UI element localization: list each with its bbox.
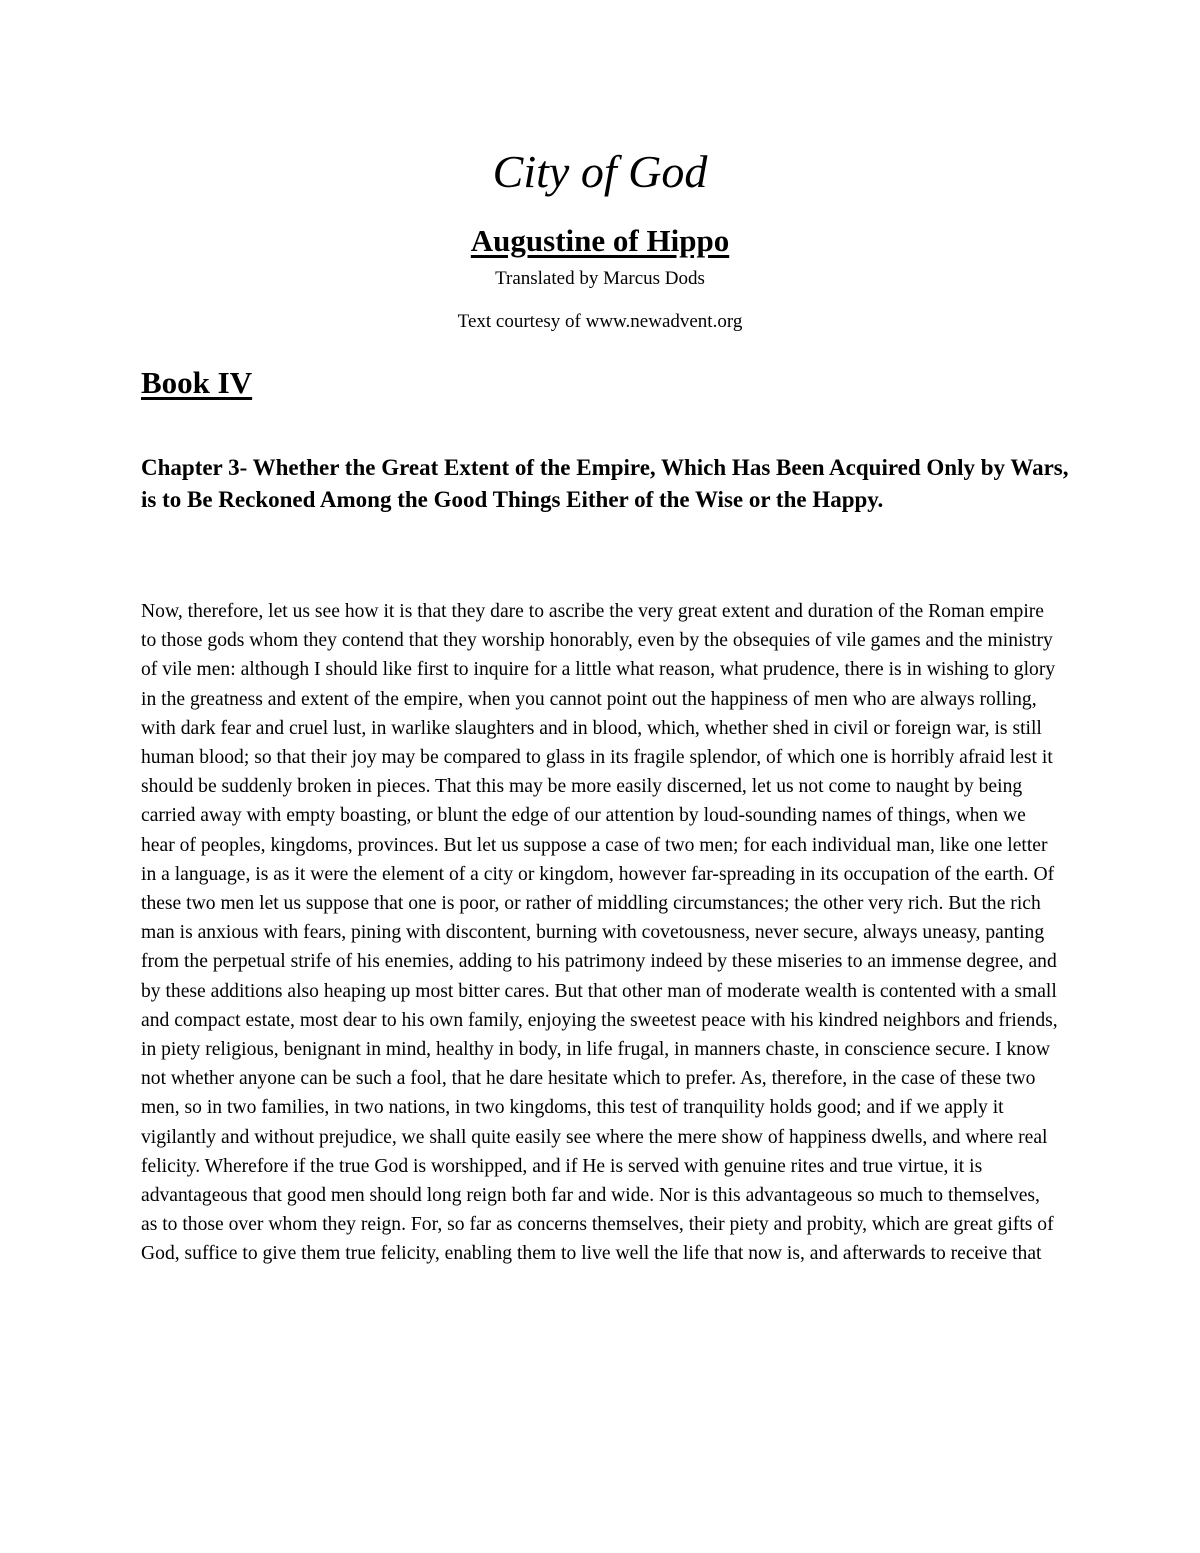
courtesy-line: Text courtesy of www.newadvent.org <box>457 311 743 332</box>
book-heading: Book IV <box>141 365 253 400</box>
translator-line: Translated by Marcus Dods <box>495 268 705 289</box>
author-heading: Augustine of Hippo <box>470 223 730 258</box>
document-title: City of God <box>492 146 708 197</box>
chapter-heading: Chapter 3- Whether the Great Extent of the Empire, Which Has Been Acquired Only by Wars, is to Be Reckoned Among the Good Things Either of the Wise or the Happy. <box>141 455 1069 512</box>
body-paragraph: Now, therefore, let us see how it is that they dare to ascribe the very great extent and duration of the Roman empire to those gods whom they contend that they worship honorably, even by the obsequies of vile games and the ministry of vile men: although I should like first to inquire for a little what reason, what prudence, there is in wishing to glory in the greatness and extent of the empire, when you cannot point out the happiness of men who are always rolling, with dark fear and cruel lust, in warlike slaughters and in blood, which, whether shed in civil or foreign war, is still human blood; so that their joy may be compared to glass in its fragile splendor, of which one is horribly afraid lest it should be suddenly broken in pieces. That this may be more easily discerned, let us not come to naught by being carried away with empty boasting, or blunt the edge of our attention by loud-sounding names of things, when we hear of peoples, kingdoms, provinces. But let us suppose a case of two men; for each individual man, like one letter in a language, is as it were the element of a city or kingdom, however far-spreading in its occupation of the earth. Of these two men let us suppose that one is poor, or rather of middling circumstances; the other very rich. But the rich man is anxious with fears, pining with discontent, burning with covetousness, never secure, always uneasy, panting from the perpetual strife of his enemies, adding to his patrimony indeed by these miseries to an immense degree, and by these additions also heaping up most bitter cares. But that other man of moderate wealth is contented with a small and compact estate, most dear to his own family, enjoying the sweetest peace with his kindred neighbors and friends, in piety religious, benignant in mind, healthy in body, in life frugal, in manners chaste, in conscience secure. I know not whether anyone can be such a fool, that he dare hesitate which to prefer. As, therefore, in the case of these two men, so in two families, in two nations, in two kingdoms, this test of tranquility holds good; and if we apply it vigilantly and without prejudice, we shall quite easily see where the mere show of happiness dwells, and where real felicity. Wherefore if the true God is worshipped, and if He is served with genuine rites and true virtue, it is advantageous that good men should long reign both far and wide. Nor is this advantageous so much to themselves, as to those over whom they reign. For, so far as concerns themselves, their piety and probity, which are great gifts of God, suffice to give them true felicity, enabling them to live well the life that now is, and afterwards to receive that <box>141 601 1058 1265</box>
